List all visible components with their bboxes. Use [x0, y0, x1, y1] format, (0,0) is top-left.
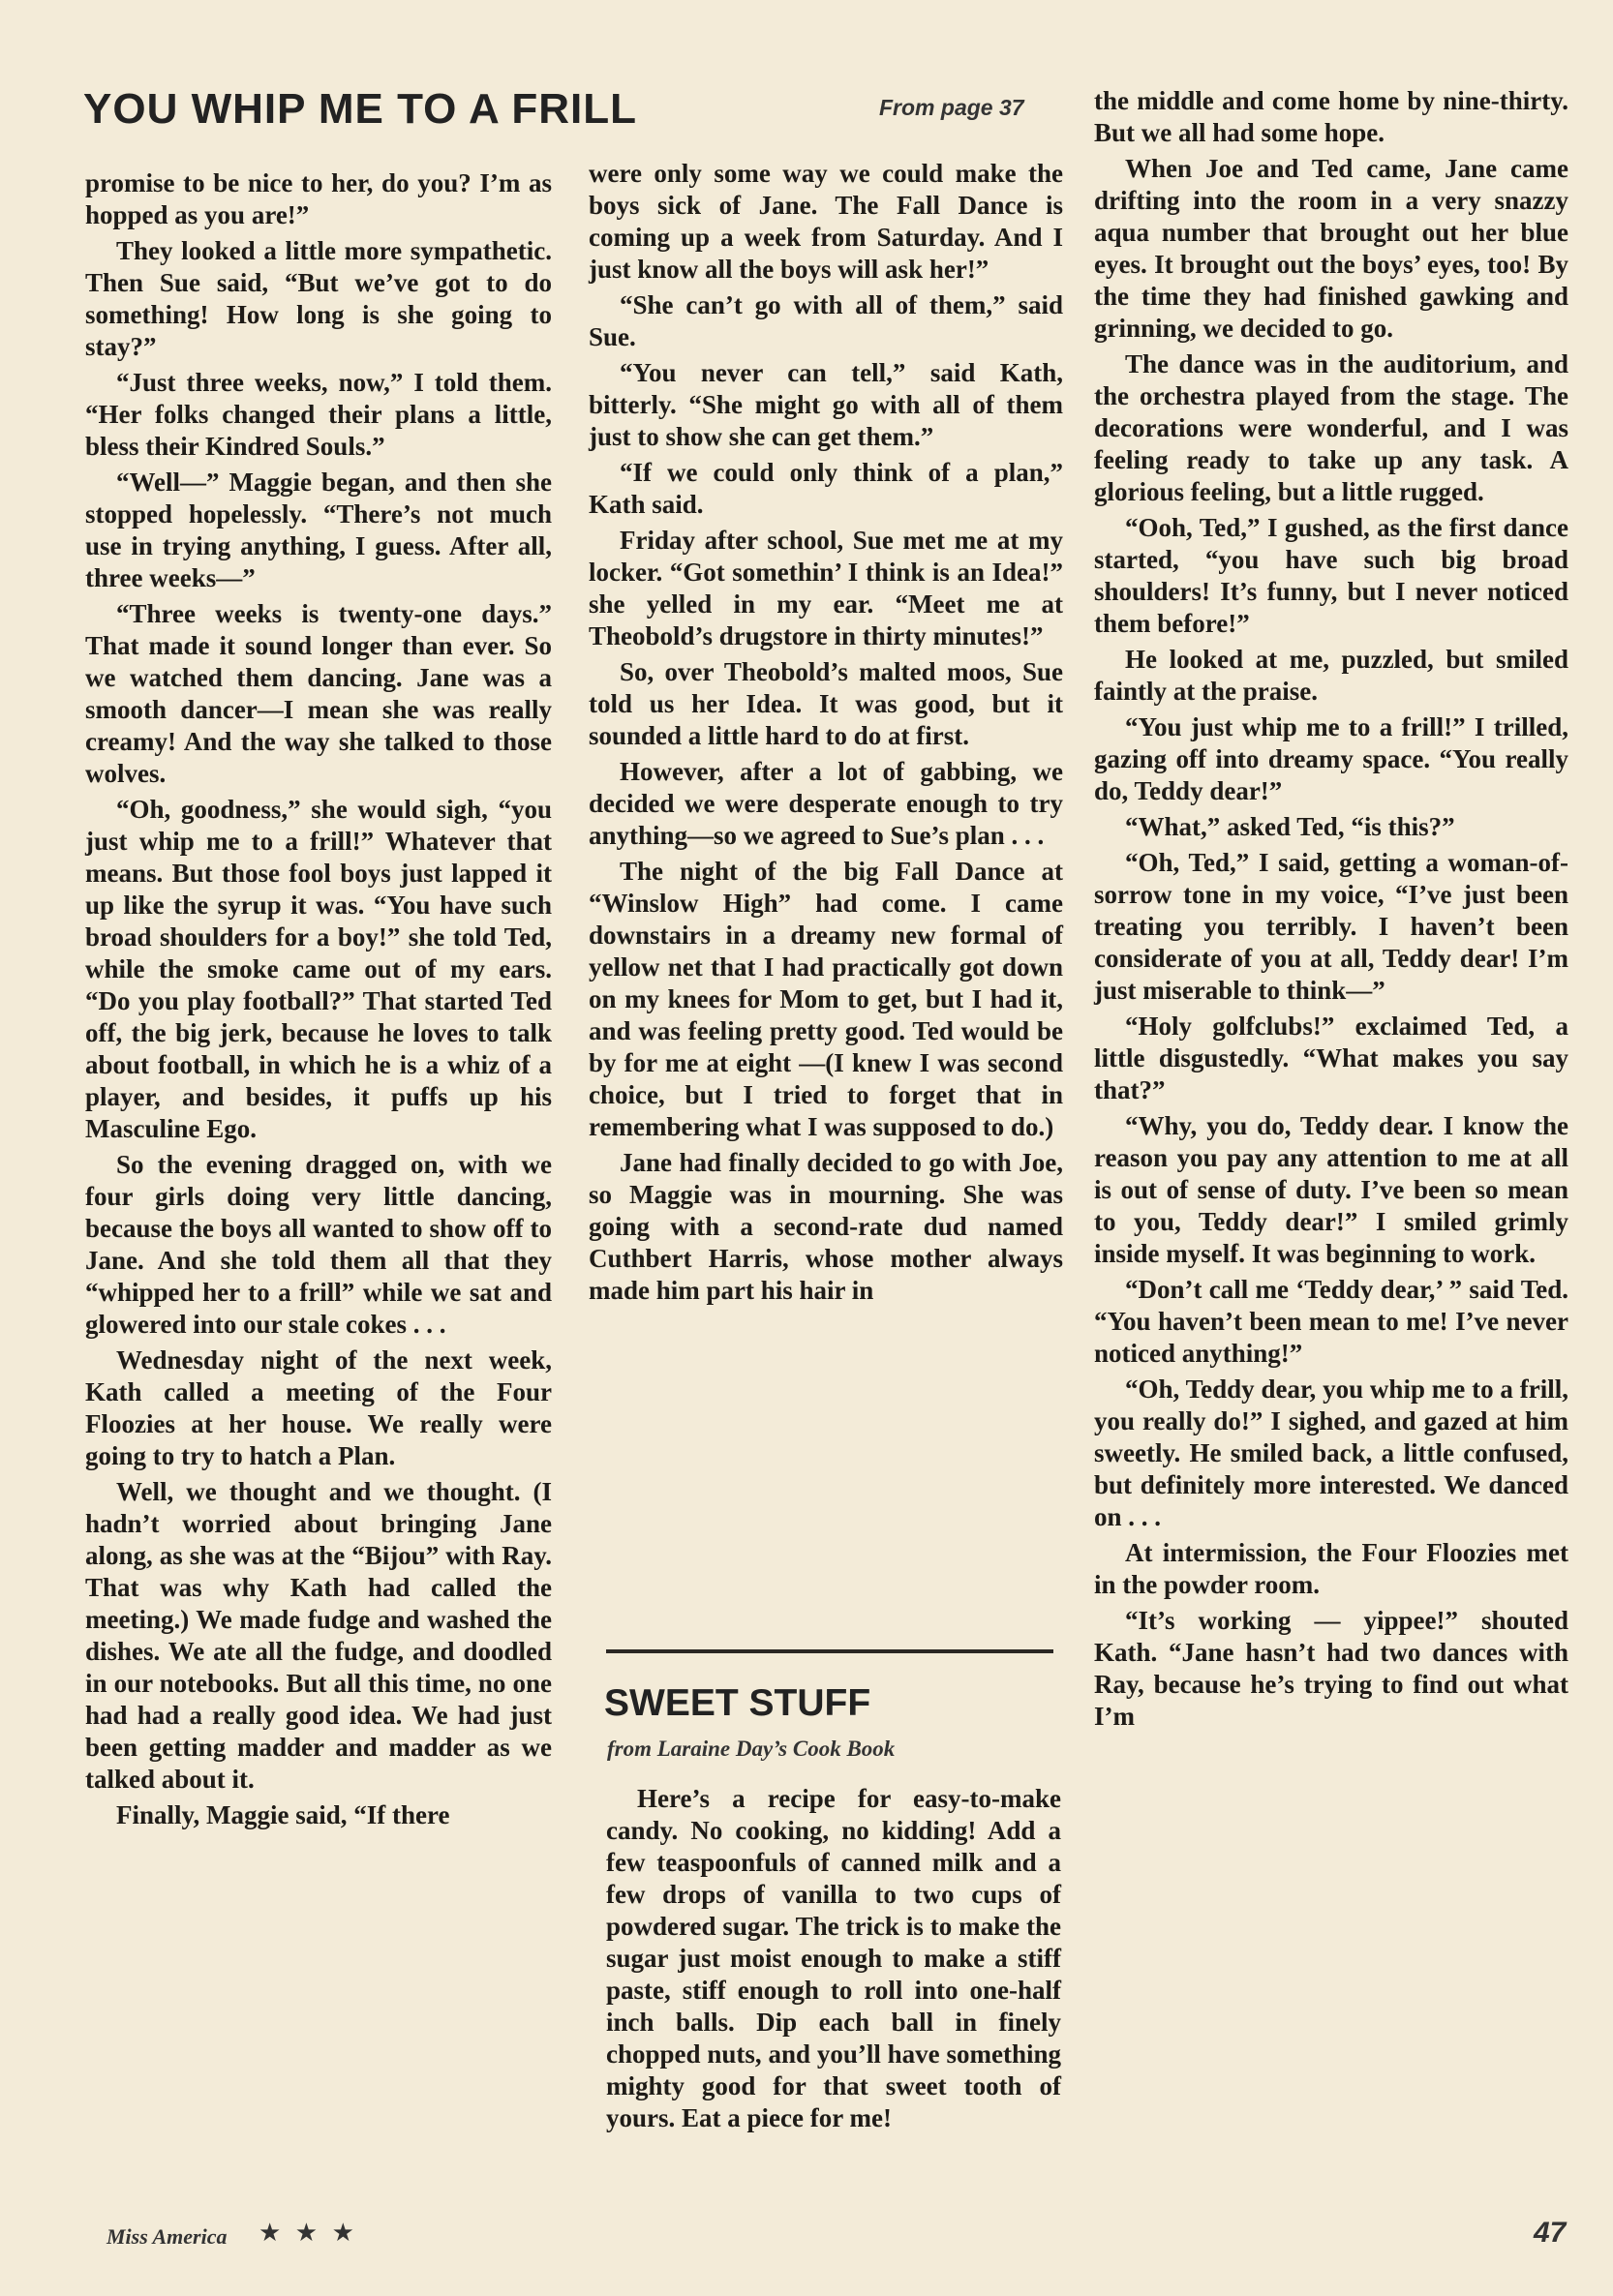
section-divider [606, 1649, 1053, 1653]
paragraph: Well, we thought and we thought. (I hadn’t worried about bringing Jane along, as she was at the “Bijou” with Ray. That was why Kath had called the meeting.) We made fudge and washed the dishes. We ate all the fudge, and doodled in our notebooks. But all this time, no one had had a really good idea. We had just been getting madder and madder as we talked about it. [85, 1477, 552, 1794]
text-column-3 [1094, 85, 1568, 1737]
paragraph: “What,” asked Ted, “is this?” [1125, 812, 1455, 841]
paragraph: Jane had finally decided to go with Joe, so Maggie was in mourning. She was going with a second-rate dud named Cuthbert Harris, whose mother always made him part his hair in [589, 1148, 1063, 1305]
continued-from-label: From page 37 [879, 95, 1024, 120]
paragraph: “Oh, goodness,” she would sigh, “you just whip me to a frill!” Whatever that means. But those fool boys just lapped it up like the syrup it was. “You have such broad shoulders for a boy!” she told Ted, while the smoke came out of my ears. “Do you play football?” That started Ted off, the big jerk, because he loves to talk about football, in which he is a whiz of a player, and besides, it puffs up his Masculine Ego. [85, 795, 552, 1143]
paragraph: “You never can tell,” said Kath, bitterly. “She might go with all of them just to show she can get them.” [589, 358, 1063, 451]
paragraph: Here’s a recipe for easy-to-make candy. No cooking, no kidding! Add a few teaspoonfuls of canned milk and a few drops of vanilla to two cups of powdered sugar. The trick is to make the sugar just moist enough to make a stiff paste, stiff enough to roll into one-half inch balls. Dip each ball in finely chopped nuts, and you’ll have something mighty good for that sweet tooth of yours. Eat a piece for me! [606, 1784, 1061, 2132]
page-number: 47 [1534, 2217, 1567, 2249]
sidebar-subtitle: from Laraine Day’s Cook Book [607, 1737, 896, 1761]
text-column-2 [589, 158, 1063, 1311]
paragraph: Finally, Maggie said, “If there [116, 1800, 450, 1829]
paragraph: So the evening dragged on, with we four girls doing very little dancing, because the boys all wanted to show off to Jane. And she told them all that they “whipped her to a frill” while we sat and glowered into our stale cokes . . . [85, 1150, 552, 1339]
paragraph: Friday after school, Sue met me at my locker. “Got somethin’ I think is an Idea!” she yelled in my ear. “Meet me at Theobold’s drugstore in thirty minutes!” [589, 526, 1063, 650]
paragraph: The dance was in the auditorium, and the orchestra played from the stage. The decorations were wonderful, and I was feeling ready to take up any task. A glorious feeling, but a little rugged. [1094, 349, 1568, 506]
paragraph: “Just three weeks, now,” I told them. “Her folks changed their plans a little, bless their Kindred Souls.” [85, 368, 552, 461]
paragraph: “You just whip me to a frill!” I trilled, gazing off into dreamy space. “You really do, Teddy dear!” [1094, 712, 1568, 805]
paragraph: promise to be nice to her, do you? I’m as hopped as you are!” [85, 168, 552, 229]
paragraph: “She can’t go with all of them,” said Sue. [589, 290, 1063, 351]
paragraph: “Oh, Teddy dear, you whip me to a frill, you really do!” I sighed, and gazed at him sweetly. He smiled back, a little confused, but definitely more interested. We danced on . . . [1094, 1375, 1568, 1531]
paragraph: “Three weeks is twenty-one days.” That made it sound longer than ever. So we watched them dancing. Jane was a smooth dancer—I mean she was really creamy! And the way she talked to those wolves. [85, 599, 552, 788]
paragraph: “Don’t call me ‘Teddy dear,’ ” said Ted. “You haven’t been mean to me! I’ve never noticed anything!” [1094, 1275, 1568, 1368]
paragraph: Wednesday night of the next week, Kath called a meeting of the Four Floozies at her house. We really were going to try to hatch a Plan. [85, 1345, 552, 1470]
text-column-1 [85, 167, 552, 1835]
paragraph: They looked a little more sympathetic. Then Sue said, “But we’ve got to do something! How long is she going to stay?” [85, 236, 552, 361]
footer-stars-icon: ★ ★ ★ [259, 2219, 358, 2247]
paragraph: the middle and come home by nine-thirty. But we all had some hope. [1094, 86, 1568, 147]
paragraph: When Joe and Ted came, Jane came drifting into the room in a very snazzy aqua number that brought out her blue eyes. It brought out the boys’ eyes, too! By the time they had finished gawking and grinning, we decided to go. [1094, 154, 1568, 343]
recipe-text [606, 1783, 1061, 2138]
footer-brand: Miss America [107, 2224, 228, 2249]
paragraph: “Why, you do, Teddy dear. I know the reason you pay any attention to me at all is out of sense of duty. I’ve been so mean to you, Teddy dear!” I smiled grimly inside myself. It was beginning to work. [1094, 1111, 1568, 1268]
paragraph: The night of the big Fall Dance at “Winslow High” had come. I came downstairs in a dreamy new formal of yellow net that I had practically got down on my knees for Mom to get, but I had it, and was feeling pretty good. Ted would be by for me at eight —(I knew I was second choice, but I tried to forget that in remembering what I was supposed to do.) [589, 857, 1063, 1141]
sidebar-title: SWEET STUFF [604, 1682, 871, 1724]
paragraph: “Holy golfclubs!” exclaimed Ted, a little disgustedly. “What makes you say that?” [1094, 1012, 1568, 1104]
paragraph: He looked at me, puzzled, but smiled faintly at the praise. [1094, 645, 1568, 706]
paragraph: “It’s working — yippee!” shouted Kath. “Jane hasn’t had two dances with Ray, because he’s trying to find out what I’m [1094, 1606, 1568, 1731]
paragraph: were only some way we could make the boys sick of Jane. The Fall Dance is coming up a week from Saturday. And I just know all the boys will ask her!” [589, 159, 1063, 284]
paragraph: “Oh, Ted,” I said, getting a woman-of-sorrow tone in my voice, “I’ve just been treating you terribly. I haven’t been considerate of you at all, Teddy dear! I’m just miserable to think—” [1094, 848, 1568, 1005]
paragraph: “If we could only think of a plan,” Kath said. [589, 458, 1063, 519]
paragraph: So, over Theobold’s malted moos, Sue told us her Idea. It was good, but it sounded a little hard to do at first. [589, 657, 1063, 750]
paragraph: “Well—” Maggie began, and then she stopped hopelessly. “There’s not much use in trying anything, I guess. After all, three weeks—” [85, 468, 552, 592]
paragraph: However, after a lot of gabbing, we decided we were desperate enough to try anything—so we agreed to Sue’s plan . . . [589, 757, 1063, 850]
article-title: YOU WHIP ME TO A FRILL [83, 85, 637, 133]
paragraph: “Ooh, Ted,” I gushed, as the first dance started, “you have such big broad shoulders! It’s funny, but I never noticed them before!” [1094, 513, 1568, 638]
paragraph: At intermission, the Four Floozies met in the powder room. [1094, 1538, 1568, 1599]
